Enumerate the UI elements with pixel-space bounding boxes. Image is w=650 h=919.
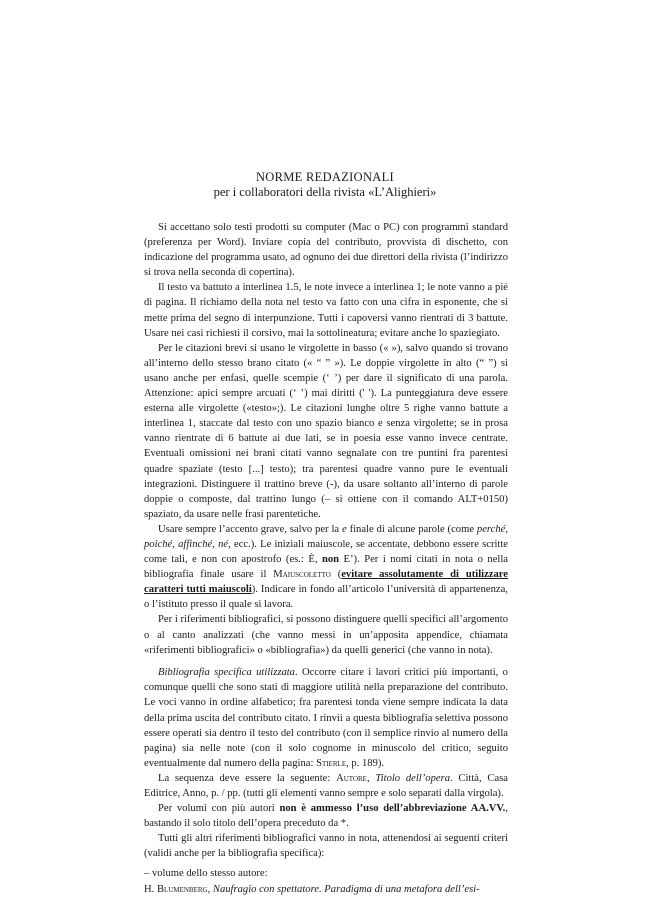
document-heading <box>0 170 650 200</box>
warning-text: evitare assolutamente di utilizzare caratteri tutti maiuscoli <box>144 569 508 596</box>
paragraph-bibliography: Bibliografia specifica utilizzata. Occorre citare i lavori critici più importanti, o comunque quelli che sono stati di maggiore utilità nella preparazione del contributo. Le voci vanno in ordine alfabetico; fra parentesi tonda viene sempre indicata la data della prima uscita del contributo citato. I rinvii a questa bibliografia selettiva possono essere operati sia dentro il testo del contributo (con il semplice rinvio al numero della pagina) sia nelle note (con il solo cognome in minuscolo del critico, seguito eventualmente dal numero della pagina: Stierle, p. 189). <box>144 667 508 769</box>
paragraph-quotations: Per le citazioni brevi si usano le virgolette in basso (« »), salvo quando si trovano all’interno dello stesso brano citato (« “ ” »). Le doppie virgolette in alto (“ ”) si usano anche per enfasi, quelle scempie (‘ ’) per dare il significato di una parola. Attenzione: apici sempre arcuati (‘ ’) mai diritti (' '). La punteggiatura deve essere esterna alle virgolette («testo»;). Le citazioni lunghe oltre 5 righe vanno battute a interlinea 1, staccate dal testo con uno spazio bianco e senza virgolette; se in prosa vanno rientrate di 6 battute ai due lati, se in poesia esse vanno invece centrate. Eventuali omissioni nei brani citati vanno segnalate con tre puntini fra parentesi quadre spaziate (testo [...] testo); tra parentesi quadre vanno pure le eventuali integrazioni. Distinguere il trattino breve (-), da usare soltanto all’interno di parole doppie o composte, dal trattino lungo (– si ottiene con il comando ALT+0150) spaziato, da usare nelle frasi parentetiche. <box>144 342 508 520</box>
page-subtitle: per i collaboratori della rivista «L’Alighieri» <box>213 185 437 199</box>
paragraph-submission: Si accettano solo testi prodotti su computer (Mac o PC) con programmi standard (preferenza per Word). Inviare copia del contributo, provvista di dischetto, con indicazione del programma usato, ad ognuno dei due direttori della rivista (l’indirizzo si trova nella seconda di copertina). <box>144 222 508 279</box>
page-title: NORME REDAZIONALI <box>255 170 395 184</box>
paragraph-other-references: Tutti gli altri riferimenti bibliografici vanno in nota, attenendosi ai seguenti criteri (validi anche per la bibliografia specifica): <box>144 833 508 860</box>
paragraph-accents: Usare sempre l’accento grave, salvo per la e finale di alcune parole (come perché, poiché, affinché, né, ecc.). Le iniziali maiuscole, se accentate, debbono essere scritte come tali, e non con apostrofo (es.: È, non E’). Per i nomi citati in nota o nella bibliografia finale usare il Maiuscoletto (evitare assolutamente di utilizzare caratteri tutti maiuscoli). Indicare in fondo all’articolo l’università di appartenenza, o l’istituto presso il quale si lavora. <box>144 523 509 611</box>
paragraph-example-citation: H. Blumenberg, Naufragio con spettatore. Paradigma di una metafora dell’esi- <box>144 883 480 895</box>
paragraph-multiple-authors: Per volumi con più autori non è ammesso l’uso dell’abbreviazione AA.VV., bastando il solo titolo dell’opera preceduto da *. <box>144 803 508 830</box>
paragraph-volume-label: – volume dello stesso autore: <box>144 868 268 880</box>
paragraph-references: Per i riferimenti bibliografici, si possono distinguere quelli specifici all’argomento o al canto analizzati (che vanno messi in un’apposita appendice, chiamata «riferimenti bibliografici» o «bibliografia») da quelli generici (che vanno in nota). <box>144 614 508 656</box>
paragraph-sequence: La sequenza deve essere la seguente: Autore, Titolo dell’opera. Città, Casa Editrice, Anno, p. / pp. (tutti gli elementi vanno sempre e solo separati dalla virgola). <box>144 772 509 799</box>
document-body <box>144 220 508 897</box>
paragraph-formatting: Il testo va battuto a interlinea 1.5, le note invece a interlinea 1; le note vanno a pié di pagina. Il richiamo della nota nel testo va fatto con una cifra in esponente, che si mette prima del segno di interpunzione. Tutti i capoversi vanno rientrati di 3 battute. Usare nei casi richiesti il corsivo, mai la sottolineatura; evitare anche lo spaziegiato. <box>144 282 508 339</box>
